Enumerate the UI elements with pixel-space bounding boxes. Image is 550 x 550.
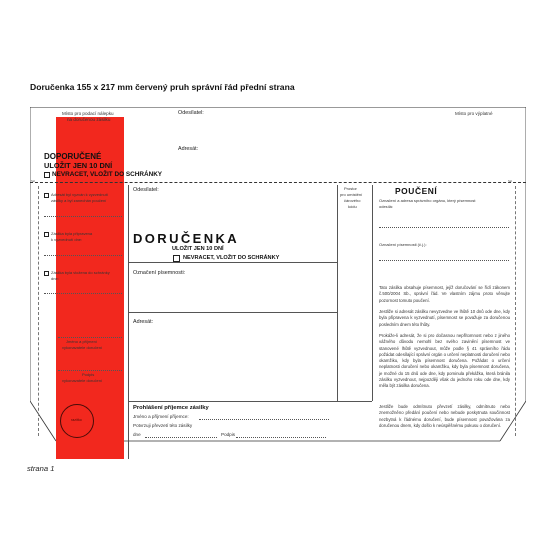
note-pripravena-line1: Zásilka byla připravena bbox=[51, 231, 93, 236]
note-vlozena-dots bbox=[44, 293, 122, 294]
cut-line bbox=[30, 182, 526, 183]
note-vyzva-line1: Adresát byl vyzván k vyzvednutí bbox=[51, 192, 108, 197]
podpis-vykonavatele-dots bbox=[58, 370, 122, 371]
card-bottom-left bbox=[128, 401, 129, 459]
podpis-label: Podpis bbox=[221, 432, 236, 437]
card-nevracet-label: NEVRACET, VLOŽIT DO SCHRÁNKY bbox=[183, 255, 280, 261]
card-right-border bbox=[372, 185, 373, 401]
note-pripravena-line2: k vyzvednutí dne: bbox=[51, 237, 83, 242]
card-divider-1 bbox=[128, 262, 337, 263]
jmeno-vykonavatele-line1: Jméno a příjmení bbox=[66, 339, 97, 344]
dne-dots bbox=[145, 437, 217, 438]
note-vyzva-dots bbox=[44, 216, 122, 217]
adresat-top-label: Adresát: bbox=[178, 146, 199, 152]
odesilatel-top-label: Odesílatel: bbox=[178, 110, 204, 116]
note-vlozena-line2: dne: bbox=[51, 276, 59, 281]
left-perforation bbox=[38, 186, 39, 436]
page-footer: strana 1 bbox=[27, 464, 55, 473]
card-adresat-label: Adresát: bbox=[133, 319, 154, 325]
pouceni-para3: Prokáže-li adresát, že si pro dočasnou nepřítomnost nebo z jiného vážného důvodu nemohl bez svého zavinění písemnost ve stanovené lhůtě vyzvednout, může podle § 41 správního řádu požádat odesílající správní orgán o určení neplatnosti doručení nebo okamžiku, kdy byla písemnost doručena. Požádat o určení neplatnosti doručení nebo okamžiku, kdy byla písemnost doručena, je možné do 15 dnů ode dne, kdy pominula překážka, která bránila zásilku vyzvednout, nejpozději však do jednoho roku ode dne, kdy měla být zásilka doručena. bbox=[379, 333, 510, 389]
podaci-label-line1: Místo pro podací nálepku bbox=[62, 111, 114, 116]
pouceni-organ-dots bbox=[379, 227, 509, 228]
prostor-line3: čárového bbox=[344, 198, 361, 203]
card-mid-border bbox=[337, 185, 338, 401]
jmeno-prijemce-dots bbox=[199, 419, 329, 420]
vlozena-checkbox[interactable] bbox=[44, 271, 49, 276]
scissor-right-icon: ✂ bbox=[508, 179, 513, 185]
vyzva-checkbox[interactable] bbox=[44, 193, 49, 198]
prostor-line2: pro umístění bbox=[340, 192, 363, 197]
card-ulozit-label: ULOŽIT JEN 10 DNÍ bbox=[172, 246, 224, 252]
jmeno-vykonavatele-line2: vykonavatele doručení bbox=[62, 345, 103, 350]
nevracet-checkbox[interactable] bbox=[44, 172, 50, 178]
dorucenka-title: DORUČENKA bbox=[133, 231, 240, 246]
stamp-label: razítko bbox=[71, 418, 82, 422]
nevracet-label: NEVRACET, VLOŽIT DO SCHRÁNKY bbox=[52, 171, 163, 178]
card-divider-3 bbox=[128, 401, 372, 402]
pouceni-cj-dots bbox=[379, 260, 509, 261]
note-vyzva-line2: zásilky a byl zanechán poučení bbox=[51, 198, 107, 203]
right-perforation bbox=[515, 186, 516, 436]
jmeno-prijemce-label: Jméno a příjmení příjemce: bbox=[133, 414, 189, 419]
card-nevracet-checkbox[interactable] bbox=[173, 255, 180, 262]
dne-label: dne bbox=[133, 432, 141, 437]
ulozit-label: ULOŽIT JEN 10 DNÍ bbox=[44, 161, 113, 170]
prohlaseni-title: Prohlášení příjemce zásilky bbox=[133, 405, 209, 411]
card-oznaceni-label: Označení písemnosti: bbox=[133, 270, 186, 276]
pouceni-title: POUČENÍ bbox=[395, 186, 438, 196]
podpis-vykonavatele-line2: vykonavatele doručení bbox=[62, 378, 103, 383]
page-title: Doručenka 155 x 217 mm červený pruh správní řád přední strana bbox=[30, 82, 295, 92]
note-pripravena-dots bbox=[44, 255, 122, 256]
pripravena-checkbox[interactable] bbox=[44, 232, 49, 237]
vyplatne-label: Místo pro výplatné bbox=[455, 111, 493, 116]
prostor-line1: Prostor bbox=[344, 186, 357, 191]
card-odesilatel-label: Odesílatel: bbox=[133, 187, 159, 193]
pouceni-organ-line1: Označení a adresa správního orgánu, který písemnost bbox=[379, 198, 476, 203]
pouceni-organ-line2: odesílá: bbox=[379, 204, 394, 209]
pouceni-cj-label: Označení písemnosti (č.j.): bbox=[379, 242, 427, 247]
pouceni-para2: Jestliže si adresát zásilku nevyzvedne ve lhůtě 10 dnů ode dne, kdy byla připravena k vyzvednutí, písemnost se považuje za doručenou posledním dnem této lhůty. bbox=[379, 309, 510, 327]
pouceni-para4: Jestliže bude odmítnuto převzetí zásilky, odmítnuto nebo znemožněno předání poučení nebo nebude poskytnuta součinnost nezbytná k řádnému doručení, bude písemnost považována za doručenou dnem, kdy došlo k neúspěšnému pokusu o doručení. bbox=[379, 404, 510, 428]
jmeno-vykonavatele-dots bbox=[58, 337, 122, 338]
potvrzuji-label: Potvrzuji převzetí této zásilky bbox=[133, 423, 193, 428]
note-vlozena-line1: Zásilka byla vložena do schránky bbox=[51, 270, 110, 275]
card-divider-2 bbox=[128, 312, 337, 313]
scissor-left-icon: ✂ bbox=[31, 179, 36, 185]
prostor-line4: kódu bbox=[348, 204, 357, 209]
doporucene-label: DOPORUČENÉ bbox=[44, 152, 102, 161]
pouceni-para1: Tato zásilka obsahuje písemnost, jejíž doručování se řídí zákonem č.500/2004 Sb., správní řád. Ve vlastním zájmu proto věnujte pozornost tomuto poučení. bbox=[379, 285, 510, 303]
podaci-label-line2: na doručenou zásilku bbox=[67, 117, 111, 122]
podpis-dots bbox=[236, 437, 326, 438]
podpis-vykonavatele-line1: Podpis bbox=[82, 372, 95, 377]
